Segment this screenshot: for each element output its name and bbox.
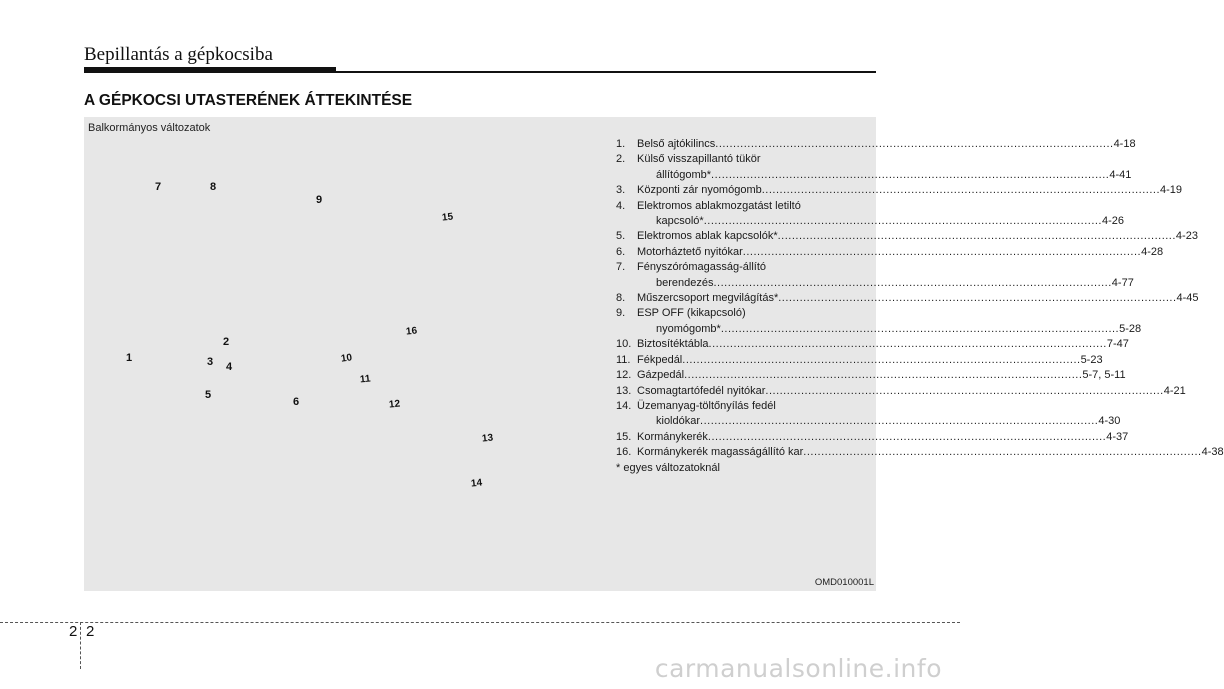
legend-item-number: 5. — [616, 230, 626, 243]
legend-page-ref: 4-18 — [1113, 138, 1136, 150]
legend-item-number: 15. — [616, 430, 632, 443]
legend-page-ref: 4-30 — [1098, 415, 1121, 428]
callout-5: 5 — [205, 389, 212, 401]
legend-item — [616, 183, 1183, 198]
callout-12: 12 — [388, 398, 401, 411]
legend-item-text: Műszercsoport megvilágítás* — [637, 292, 779, 305]
legend-page-ref: 5-23 — [1080, 353, 1103, 366]
watermark: carmanualsonline.info — [654, 654, 942, 683]
legend-leader-dots — [762, 183, 1160, 198]
legend-item-text: Kormánykerék magasságállító kar — [637, 446, 804, 459]
legend-item-text: Központi zár nyomógomb — [637, 184, 762, 197]
legend-item-text: Biztosítéktábla — [637, 338, 709, 351]
legend-leader-dots — [714, 276, 1112, 291]
legend-page-ref: 7-47 — [1106, 338, 1129, 351]
legend-item-number: 6. — [616, 245, 626, 258]
legend-item-number: 10. — [616, 338, 632, 351]
legend-item-number: 16. — [616, 446, 632, 459]
legend-leader-dots — [803, 445, 1201, 460]
callout-4: 4 — [226, 361, 233, 373]
legend-item-text: Elektromos ablakmozgatást letiltó — [637, 199, 801, 212]
page-chapter-number: 2 — [69, 623, 78, 640]
legend-item-text: Elektromos ablak kapcsolók* — [637, 230, 778, 243]
callout-3: 3 — [207, 356, 214, 368]
legend-item-text: Gázpedál — [637, 369, 685, 382]
section-title: A GÉPKOCSI UTASTERÉNEK ÁTTEKINTÉSE — [84, 92, 413, 109]
legend-item-text: Kormánykerék — [637, 430, 708, 443]
callout-7: 7 — [155, 181, 162, 193]
legend-item-text: Üzemanyag-töltőnyílás fedél — [637, 399, 776, 412]
legend — [616, 137, 1224, 476]
legend-item — [616, 306, 1142, 337]
legend-leader-dots — [682, 353, 1080, 368]
legend-item-number: 2. — [616, 153, 626, 166]
legend-item — [616, 199, 1125, 230]
legend-item — [616, 291, 1199, 306]
legend-page-ref: 4-37 — [1106, 430, 1129, 443]
legend-leader-dots — [684, 368, 1082, 383]
callout-1: 1 — [126, 352, 133, 364]
legend-leader-dots — [708, 430, 1106, 445]
legend-item-text: kapcsoló* — [656, 215, 704, 228]
legend-item — [616, 260, 1134, 291]
legend-item-text: ESP OFF (kikapcsoló) — [637, 307, 746, 320]
legend-item-number: 3. — [616, 184, 626, 197]
callout-2: 2 — [223, 336, 230, 348]
legend-item-number: 7. — [616, 261, 626, 274]
legend-item-number: 4. — [616, 199, 626, 212]
legend-page-ref: 4-26 — [1102, 215, 1125, 228]
legend-leader-dots — [715, 137, 1113, 152]
footer-dashed-rule — [0, 622, 960, 623]
legend-item — [616, 245, 1164, 260]
legend-item-number: 8. — [616, 292, 626, 305]
legend-item — [616, 384, 1186, 399]
legend-leader-dots — [721, 322, 1119, 337]
legend-item — [616, 368, 1126, 383]
callout-16: 16 — [405, 325, 418, 338]
legend-item — [616, 137, 1136, 152]
callout-10: 10 — [340, 352, 353, 365]
callout-11: 11 — [359, 373, 372, 386]
legend-item-number: 12. — [616, 369, 632, 382]
legend-leader-dots — [709, 337, 1107, 352]
legend-leader-dots — [743, 245, 1141, 260]
legend-page-ref: 4-23 — [1175, 230, 1198, 243]
legend-page-ref: 5-7, 5-11 — [1082, 369, 1126, 382]
legend-item — [616, 152, 1132, 183]
legend-page-ref: 4-19 — [1160, 184, 1183, 197]
legend-leader-dots — [778, 229, 1176, 244]
legend-item-number: 11. — [616, 353, 631, 366]
legend-item-text: berendezés — [656, 276, 714, 289]
callout-8: 8 — [210, 181, 217, 193]
legend-item-number: 13. — [616, 384, 632, 397]
legend-item — [616, 353, 1103, 368]
legend-item — [616, 399, 1121, 430]
legend-page-ref: 5-28 — [1119, 322, 1142, 335]
legend-item-text: kioldókar — [656, 415, 701, 428]
legend-item-number: 14. — [616, 399, 632, 412]
header-title: Bepillantás a gépkocsiba — [84, 44, 273, 65]
legend-item — [616, 430, 1129, 445]
legend-item-text: Fékpedál — [637, 353, 683, 366]
legend-page-ref: 4-41 — [1109, 168, 1132, 181]
legend-item-text: Belső ajtókilincs — [637, 138, 716, 150]
legend-item-text: Fényszórómagasság-állító — [637, 261, 767, 274]
page-number: 2 — [86, 623, 95, 640]
callout-14: 14 — [470, 477, 483, 490]
callout-9: 9 — [316, 194, 323, 206]
legend-page-ref: 4-28 — [1141, 245, 1164, 258]
legend-leader-dots — [778, 291, 1176, 306]
figure-panel — [84, 117, 1224, 591]
legend-leader-dots — [704, 214, 1102, 229]
variant-label: Balkormányos változatok — [88, 122, 211, 134]
legend-item-text: állítógomb* — [656, 168, 712, 181]
header-rule-thick — [84, 67, 336, 73]
footer-dashed-divider — [80, 622, 81, 669]
legend-item-number: 9. — [616, 307, 626, 320]
legend-leader-dots — [711, 168, 1109, 183]
image-code: OMD010001L — [814, 577, 874, 588]
legend-item-text: Motorháztető nyitókar — [637, 245, 743, 258]
legend-footnote: * egyes változatoknál — [616, 461, 720, 474]
legend-item-text: nyomógomb* — [656, 322, 721, 335]
callout-13: 13 — [481, 432, 494, 445]
legend-leader-dots — [765, 384, 1163, 399]
legend-item-text: Külső visszapillantó tükör — [637, 153, 761, 166]
legend-item — [616, 445, 1224, 460]
callout-6: 6 — [293, 396, 300, 408]
legend-item-text: Csomagtartófedél nyitókar — [637, 384, 766, 397]
legend-page-ref: 4-45 — [1176, 292, 1199, 305]
legend-leader-dots — [700, 414, 1098, 429]
legend-item — [616, 337, 1129, 352]
legend-page-ref: 4-38 — [1201, 446, 1224, 459]
legend-item — [616, 229, 1198, 244]
legend-page-ref: 4-77 — [1111, 276, 1134, 289]
legend-item-number: 1. — [616, 138, 626, 150]
callout-15: 15 — [441, 211, 454, 224]
legend-page-ref: 4-21 — [1163, 384, 1186, 397]
header-rule-thin — [336, 71, 876, 73]
